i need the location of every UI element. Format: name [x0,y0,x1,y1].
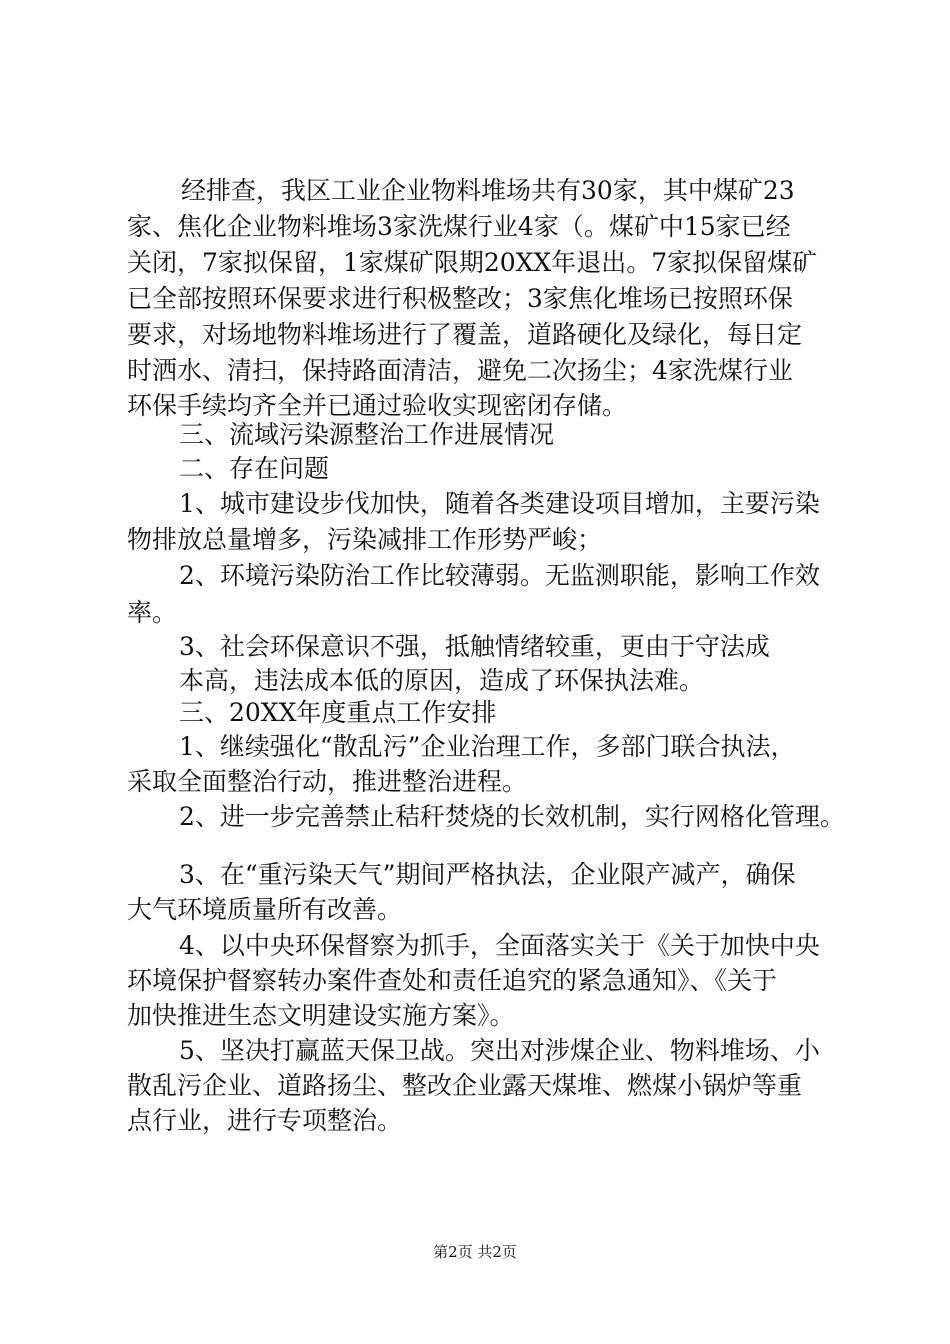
paragraph-line: 时洒水、清扫，保持路面清洁，避免二次扬尘；4家洗煤行业 [127,356,793,385]
paragraph-line: 2、环境污染防治工作比较薄弱。无监测职能，影响工作效 [179,561,820,590]
paragraph-line: 散乱污企业、道路扬尘、整改企业露天煤堆、燃煤小锅炉等重 [127,1071,803,1100]
section-heading: 二、存在问题 [179,454,330,483]
paragraph-line: 家、焦化企业物料堆场3家洗煤行业4家（。煤矿中15家已经 [127,212,791,241]
paragraph-line: 3、在“重污染天气”期间严格执法，企业限产减产，确保 [179,860,796,889]
section-heading: 三、流域污染源整治工作进展情况 [179,420,555,449]
paragraph-line: 4、以中央环保督察为抓手，全面落实关于《关于加快中央 [179,931,820,960]
paragraph-line: 点行业，进行专项整治。 [127,1106,403,1135]
paragraph-line: 3、社会环保意识不强，抵触情绪较重，更由于守法成 [179,632,770,661]
paragraph-line: 本高，违法成本低的原因，造成了环保执法难。 [179,666,705,695]
paragraph-line: 关闭，7家拟保留，1家煤矿限期20XX年退出。7家拟保留煤矿 [127,248,818,277]
paragraph-line: 1、城市建设步伐加快，随着各类建设项目增加，主要污染 [179,489,820,518]
paragraph-line: 加快推进生态文明建设实施方案》。 [127,1001,515,1030]
paragraph-line: 率。 [127,598,178,627]
paragraph-line: 大气环境质量所有改善。 [127,895,403,924]
paragraph-line: 2、进一步完善禁止秸秆焚烧的长效机制，实行网格化管理。 [179,802,845,831]
paragraph-line: 要求，对场地物料堆场进行了覆盖，道路硬化及绿化，每日定 [127,320,803,349]
paragraph-line: 采取全面整治行动，推进整治进程。 [127,767,528,796]
paragraph-line: 1、继续强化“散乱污”企业治理工作，多部门联合执法， [179,732,796,761]
paragraph-line: 已全部按照环保要求进行积极整改；3家焦化堆场已按照环保 [127,284,793,313]
paragraph-line: 环保手续均齐全并已通过验收实现密闭存储。 [127,391,628,420]
section-heading: 三、20XX年度重点工作安排 [179,698,497,727]
paragraph-line: 经排查，我区工业企业物料堆场共有30家，其中煤矿23 [181,176,795,205]
paragraph-line: 环境保护督察转办案件查处和责任追究的紧急通知》、《关于 [127,966,778,995]
paragraph-line: 5、坚决打赢蓝天保卫战。突出对涉煤企业、物料堆场、小 [179,1036,820,1065]
page-number-footer: 第2页 共2页 [433,1243,517,1261]
paragraph-line: 物排放总量增多，污染减排工作形势严峻； [127,525,603,554]
